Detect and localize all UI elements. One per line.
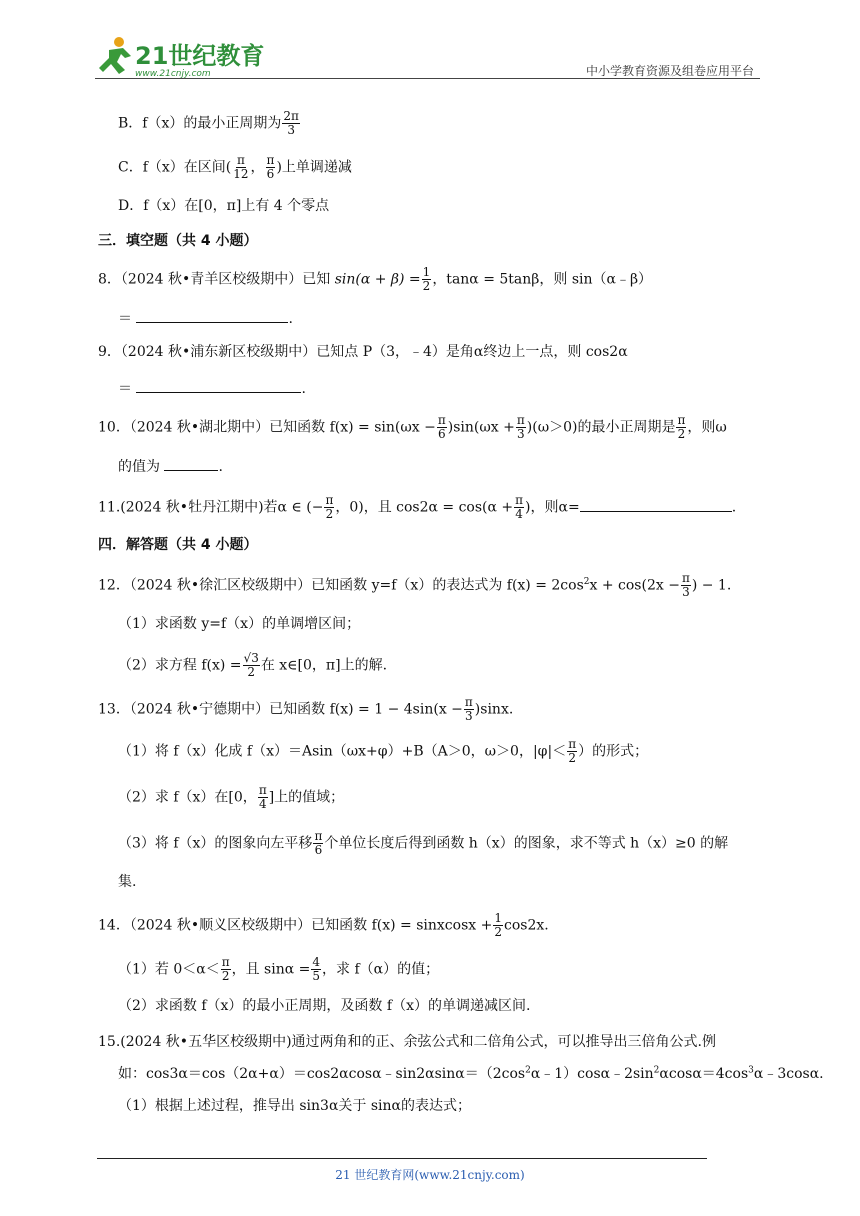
question-11: 11.(2024 秋•牡丹江期中)若α ∈ (− $\frac{\pi}{2}$ ，0)，且 cos2α = cos(α + $\frac{\pi}{4}$ )，则α= . (98, 493, 737, 521)
question-15-example: 如：$\cos 3\alpha=\cos(2\alpha+\alpha)=\cos 2\alpha\cos\alpha﹣\sin 2\alpha\sin\alpha=(2\cos^2\alpha﹣1)\cos\alpha﹣2\sin^2\alpha\cos\alpha=4\cos^3\alpha﹣3\cos\alpha$. (118, 1065, 824, 1082)
question-14: 14．（2024 秋•顺义区校级期中）已知函数 f(x) = sinxcosx + $\frac{1}{2}$ cos2x. (98, 911, 549, 939)
question-13-part2: （2）求 f（x）在[0， $\frac{\pi}{4}$ ]上的值域； (118, 783, 345, 811)
question-13: 13．（2024 秋•宁德期中）已知函数 f(x) = 1 − 4sin(x − $\frac{\pi}{3}$ )sinx. (98, 695, 514, 723)
option-b: B．f（x）的最小正周期为 $\frac{2\pi}{3}$ (118, 109, 299, 137)
section-answer: 四．解答题（共 4 小题） (98, 537, 258, 553)
question-12-part1: （1）求函数 y=f（x）的单调增区间； (118, 616, 361, 632)
question-14-part1: （1）若 0＜α＜ $\frac{\pi}{2}$ ，且 sinα = $\frac{4}{5}$ ，求 f（α）的值； (118, 955, 440, 983)
question-15-part1: （1）根据上述过程，推导出 sin3α关于 sinα的表达式； (118, 1098, 471, 1114)
logo (95, 34, 270, 82)
footer-link[interactable]: 21 世纪教育网(www.21cnjy.com) (335, 1168, 525, 1182)
question-13-part1: （1）将 f（x）化成 f（x）＝Asin（ωx+φ）+B（A＞0，ω＞0，|φ|＜ $\frac{\pi}{2}$ ）的形式； (118, 737, 649, 765)
question-12-part2: （2）求方程 f(x) = $\frac{√3}{2}$ 在 x∈[0，π]上的解. (118, 651, 388, 679)
question-13-part3: （3）将 f（x）的图象向左平移 $\frac{\pi}{6}$ 个单位长度后得到函数 h（x）的图象，求不等式 h（x）≥0 的解 (118, 829, 729, 857)
section-fill-in: 三．填空题（共 4 小题） (98, 233, 258, 249)
runner-icon (99, 37, 131, 74)
question-13-part3-cont: 集. (118, 874, 137, 890)
question-15: 15.(2024 秋•五华区校级期中)通过两角和的正、余弦公式和二倍角公式，可以推导出三倍角公式.例 (98, 1034, 716, 1050)
question-8-answer: ＝ . (118, 308, 293, 329)
question-14-part2: （2）求函数 f（x）的最小正周期，及函数 f（x）的单调递减区间. (118, 998, 531, 1014)
question-10-answer: 的值为 . (118, 456, 223, 477)
header-platform-text: 中小学教育资源及组卷应用平台 (585, 64, 754, 78)
question-12: 12．（2024 秋•徐汇区校级期中）已知函数 y=f（x）的表达式为 $f(x) = 2\cos^2x + \cos(2x$ − $\frac{\pi}{3}$ ) − 1. (98, 571, 732, 599)
svg-text:21世纪教育: 21世纪教育 (135, 42, 265, 70)
option-d: D．f（x）在[0，π]上有 4 个零点 (118, 198, 330, 214)
svg-text:www.21cnjy.com: www.21cnjy.com (135, 69, 211, 79)
option-c: C．f（x）在区间( $\frac{\pi}{12}$ ， $\frac{\pi}{6}$ )上单调递减 (118, 153, 352, 181)
question-8: 8．（2024 秋•青羊区校级期中）已知 sin(α + β) = $\frac{1}{2}$ ，tanα = 5tanβ，则 sin（α﹣β） (98, 265, 653, 293)
footer-divider (97, 1158, 707, 1159)
question-9-answer: ＝ . (118, 378, 306, 399)
question-10: 10．（2024 秋•湖北期中）已知函数 f(x) = sin(ωx − $\frac{\pi}{6}$ )sin(ωx + $\frac{\pi}{3}$ )(ω＞0)的最小正周期是 $\frac{\pi}{2}$ ，则ω (98, 413, 727, 441)
question-9: 9．（2024 秋•浦东新区校级期中）已知点 P（3，﹣4）是角α终边上一点，则 cos2α (98, 344, 628, 360)
header-divider (95, 78, 760, 79)
